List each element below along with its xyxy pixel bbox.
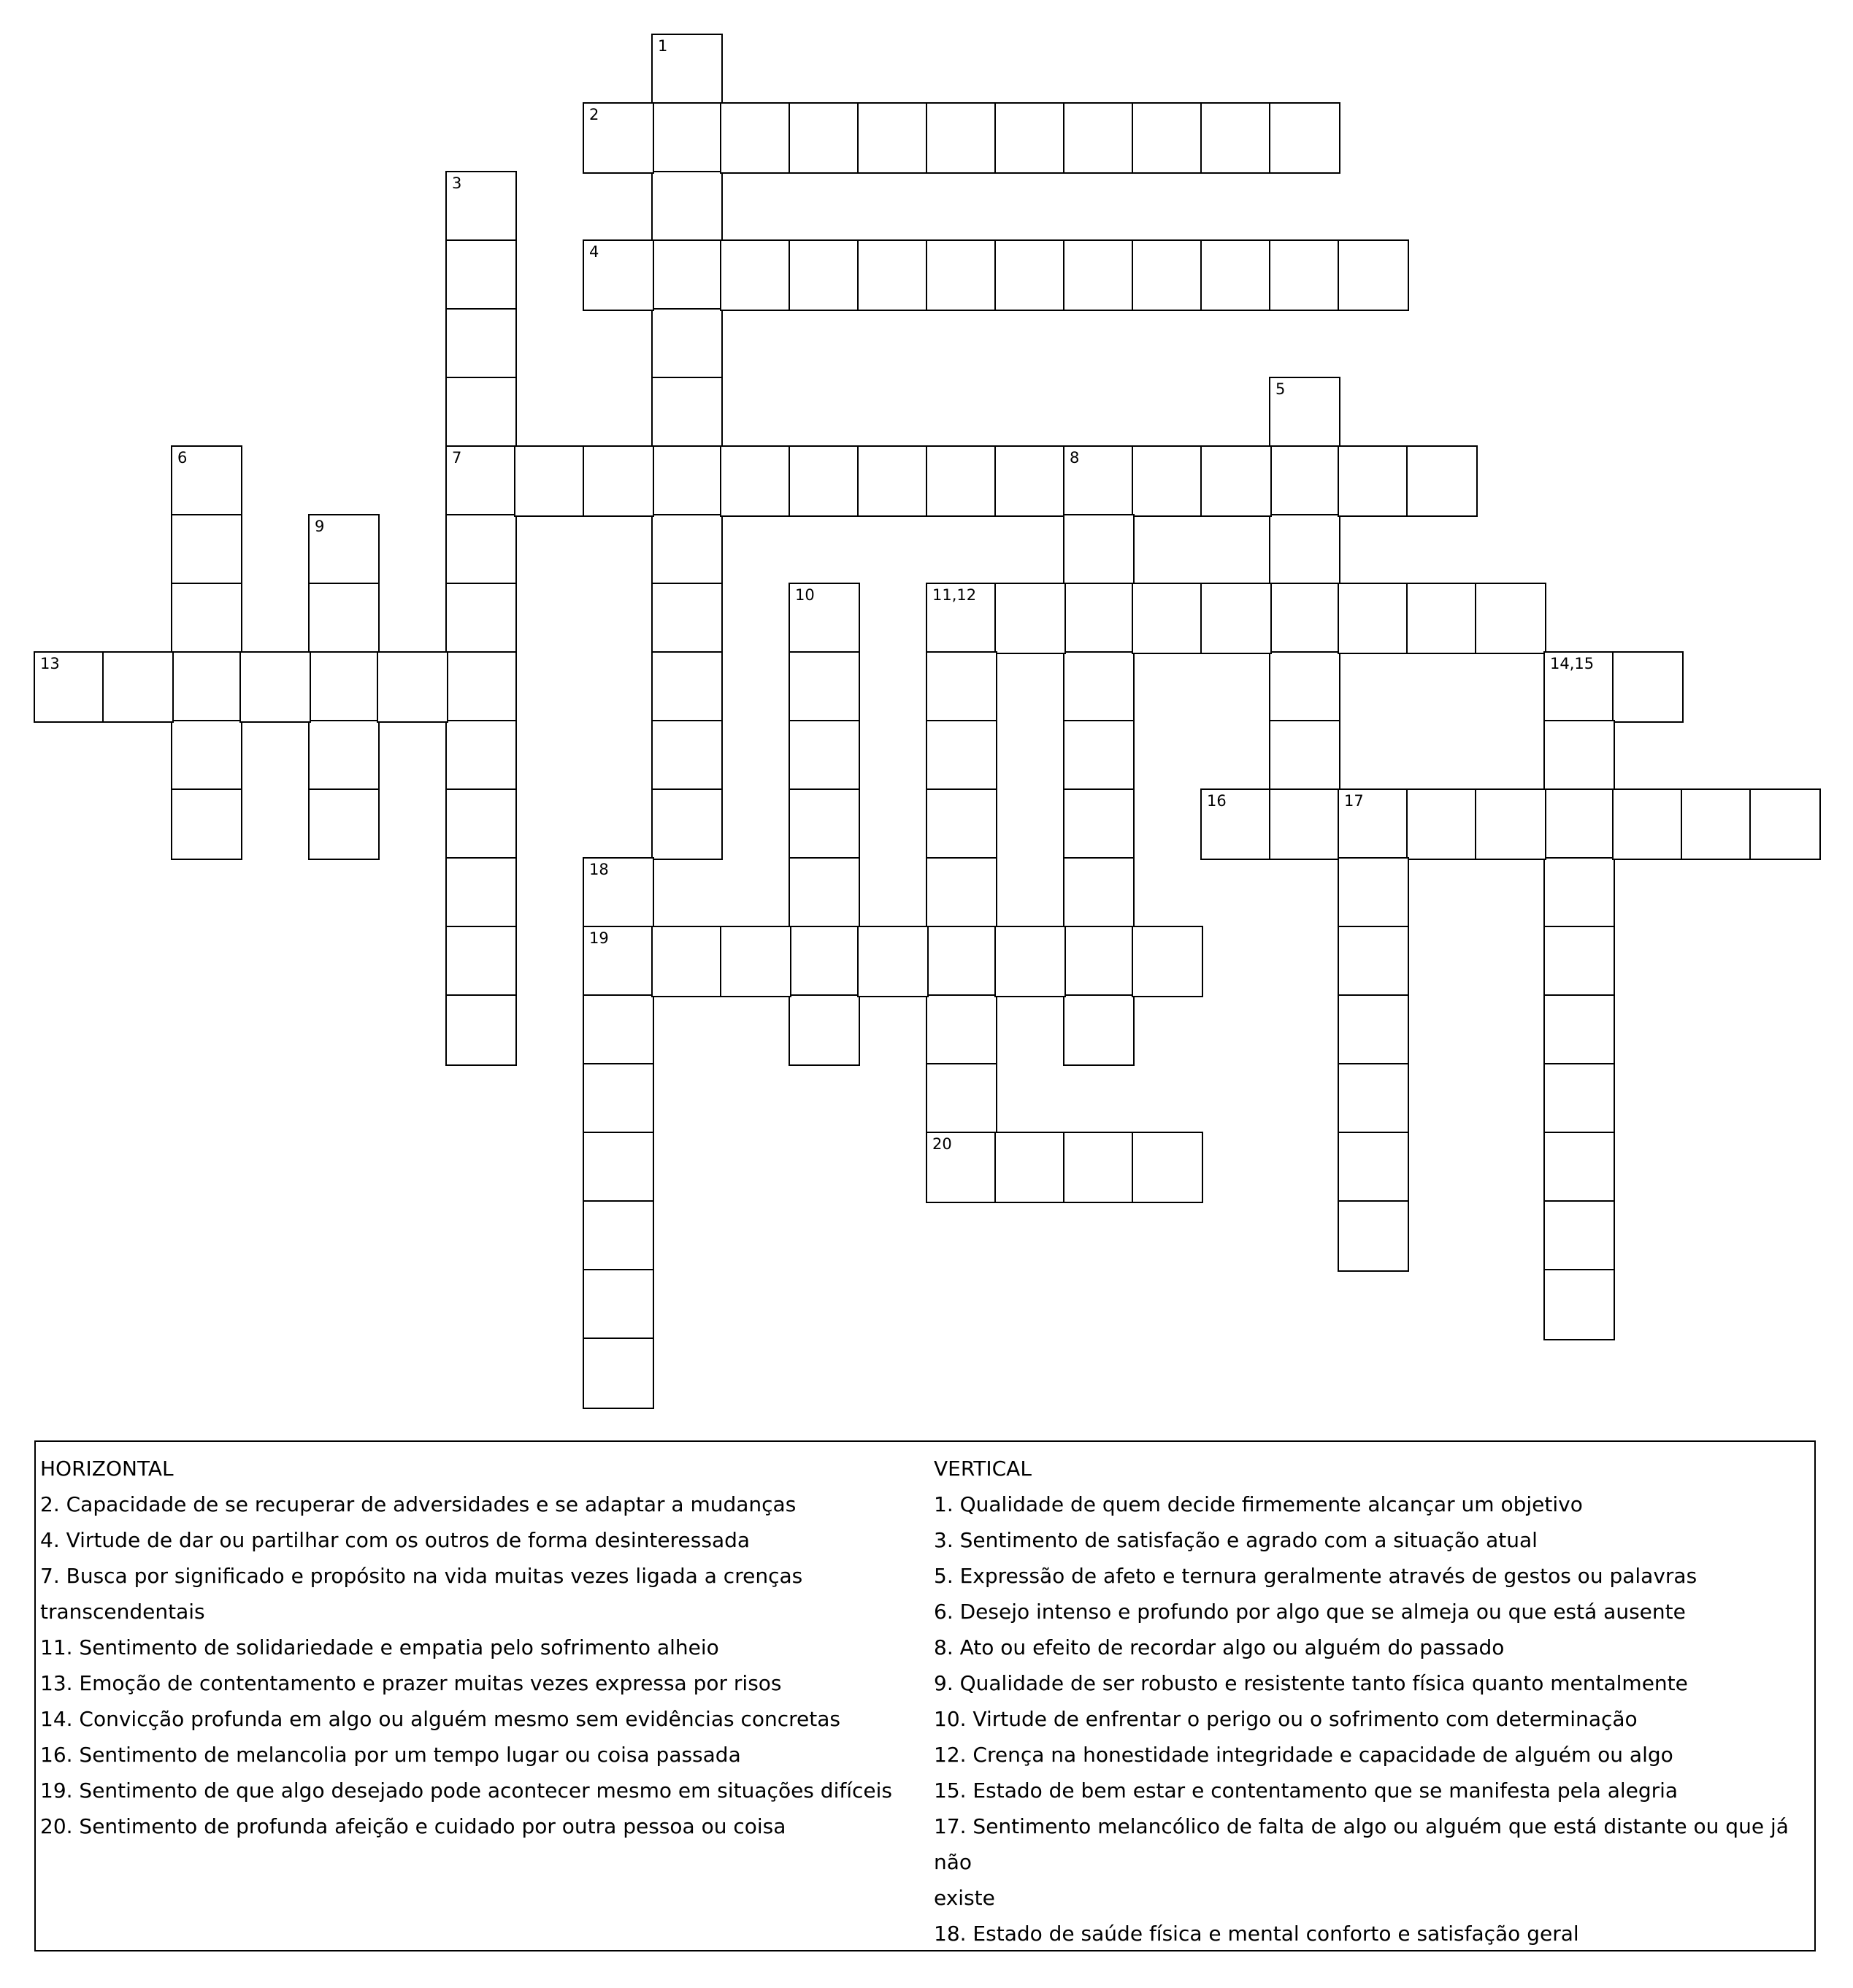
crossword-cell[interactable]: [926, 239, 997, 311]
crossword-cell[interactable]: [1406, 445, 1478, 517]
crossword-cell[interactable]: [1543, 1132, 1615, 1203]
crossword-cell[interactable]: [789, 102, 860, 174]
crossword-cell[interactable]: [651, 583, 723, 654]
crossword-cell[interactable]: [651, 926, 723, 997]
crossword-cell[interactable]: [308, 720, 380, 791]
crossword-cell[interactable]: [583, 1269, 654, 1340]
crossword-cell[interactable]: [651, 171, 723, 242]
crossword-cell[interactable]: [926, 651, 997, 723]
cell-number: 7: [452, 449, 462, 467]
crossword-cell[interactable]: [1132, 1132, 1203, 1203]
crossword-cell[interactable]: [994, 102, 1066, 174]
crossword-cell[interactable]: [926, 1063, 997, 1135]
crossword-cell[interactable]: [720, 926, 791, 997]
vertical-clue: 3. Sentimento de satisfação e agrado com a situação atual: [934, 1528, 1538, 1552]
crossword-cell[interactable]: [1200, 445, 1272, 517]
crossword-cell[interactable]: [1612, 788, 1684, 860]
crossword-cell[interactable]: [651, 720, 723, 791]
crossword-cell[interactable]: [308, 788, 380, 860]
crossword-cell[interactable]: [1132, 583, 1203, 654]
crossword-cell[interactable]: [583, 102, 654, 174]
crossword-cell[interactable]: [1063, 1132, 1135, 1203]
crossword-cell[interactable]: [926, 720, 997, 791]
cell-number: 16: [1207, 792, 1227, 810]
crossword-cell[interactable]: [1269, 377, 1340, 448]
crossword-cell[interactable]: [1338, 1132, 1409, 1203]
crossword-cell[interactable]: [445, 994, 517, 1066]
crossword-cell[interactable]: [789, 857, 860, 929]
crossword-cell[interactable]: [1338, 583, 1409, 654]
vertical-clue: 8. Ato ou efeito de recordar algo ou alguém do passado: [934, 1635, 1505, 1659]
crossword-cell[interactable]: [1543, 1200, 1615, 1272]
cell-number: 5: [1275, 380, 1286, 398]
crossword-cell[interactable]: [1475, 788, 1546, 860]
crossword-cell[interactable]: [377, 651, 448, 723]
crossword-cell[interactable]: [1475, 583, 1546, 654]
crossword-cell[interactable]: [171, 445, 242, 517]
vertical-clue: 1. Qualidade de quem decide firmemente alcançar um objetivo: [934, 1492, 1583, 1516]
crossword-cell[interactable]: [445, 308, 517, 380]
crossword-cell[interactable]: [1338, 1200, 1409, 1272]
crossword-cell[interactable]: [1338, 239, 1409, 311]
vertical-clue: 12. Crença na honestidade integridade e capacidade de alguém ou algo: [934, 1743, 1673, 1767]
horizontal-title: HORIZONTAL: [40, 1457, 174, 1481]
crossword-cell[interactable]: [720, 445, 791, 517]
cell-number: 17: [1344, 792, 1364, 810]
crossword-cell[interactable]: [789, 445, 860, 517]
crossword-cell[interactable]: [789, 239, 860, 311]
crossword-cell[interactable]: [1543, 788, 1615, 860]
cell-number: 2: [589, 106, 599, 123]
crossword-cell[interactable]: [514, 445, 586, 517]
crossword-cell[interactable]: [1406, 583, 1478, 654]
crossword-cell[interactable]: [857, 445, 929, 517]
cell-number: 9: [315, 518, 325, 535]
vertical-clue: 18. Estado de saúde física e mental conforto e satisfação geral: [934, 1922, 1579, 1946]
crossword-cell[interactable]: [1269, 583, 1340, 654]
crossword-cell[interactable]: [1543, 720, 1615, 791]
crossword-cell[interactable]: [583, 1200, 654, 1272]
crossword-cell[interactable]: [994, 1132, 1066, 1203]
crossword-cell[interactable]: [1543, 1063, 1615, 1135]
crossword-cell[interactable]: [583, 994, 654, 1066]
horizontal-clue: 19. Sentimento de que algo desejado pode acontecer mesmo em situações difíceis: [40, 1778, 892, 1803]
vertical-clues: [934, 1451, 1810, 1951]
crossword-cell[interactable]: [1543, 651, 1615, 723]
crossword-cell[interactable]: [445, 720, 517, 791]
crossword-cell[interactable]: [1338, 857, 1409, 929]
crossword-cell[interactable]: [583, 1132, 654, 1203]
crossword-cell[interactable]: [308, 651, 380, 723]
cell-number: 19: [589, 929, 609, 947]
horizontal-clue: 4. Virtude de dar ou partilhar com os outros de forma desinteressada: [40, 1528, 751, 1552]
crossword-cell[interactable]: [445, 651, 517, 723]
vertical-clue: 10. Virtude de enfrentar o perigo ou o sofrimento com determinação: [934, 1707, 1638, 1731]
crossword-cell[interactable]: [1338, 788, 1409, 860]
crossword-cell[interactable]: [1269, 514, 1340, 586]
horizontal-clue: 14. Convicção profunda em algo ou alguém mesmo sem evidências concretas: [40, 1707, 840, 1731]
crossword-cell[interactable]: [171, 583, 242, 654]
crossword-cell[interactable]: [1338, 994, 1409, 1066]
cell-number: 18: [589, 861, 609, 878]
crossword-cell[interactable]: [445, 377, 517, 448]
crossword-cell[interactable]: [926, 583, 997, 654]
crossword-cell[interactable]: [1269, 445, 1340, 517]
crossword-cell[interactable]: [445, 926, 517, 997]
cell-number: 6: [177, 449, 188, 467]
crossword-cell[interactable]: [1612, 651, 1684, 723]
horizontal-clue: 11. Sentimento de solidariedade e empatia pelo sofrimento alheio: [40, 1635, 719, 1659]
crossword-cell[interactable]: [1063, 583, 1135, 654]
vertical-title: VERTICAL: [934, 1457, 1032, 1481]
crossword-cell[interactable]: [1269, 102, 1340, 174]
crossword-cell[interactable]: [1063, 102, 1135, 174]
vertical-clue: existe: [934, 1886, 995, 1910]
cell-number: 11,12: [932, 586, 977, 604]
crossword-cell[interactable]: [1269, 239, 1340, 311]
crossword-cell[interactable]: [926, 102, 997, 174]
clues-box: [34, 1440, 1816, 1951]
crossword-cell[interactable]: [720, 239, 791, 311]
crossword-cell[interactable]: [926, 857, 997, 929]
crossword-cell[interactable]: [926, 788, 997, 860]
cell-number: 8: [1070, 449, 1080, 467]
cell-number: 1: [658, 37, 668, 55]
crossword-cell[interactable]: [445, 514, 517, 586]
crossword-cell[interactable]: [1543, 1269, 1615, 1340]
crossword-cell[interactable]: [1338, 445, 1409, 517]
crossword-cell[interactable]: [651, 308, 723, 380]
crossword-cell[interactable]: [1338, 926, 1409, 997]
crossword-cell[interactable]: [994, 583, 1066, 654]
horizontal-clues: [40, 1451, 902, 1844]
crossword-cell[interactable]: [1543, 926, 1615, 997]
crossword-cell[interactable]: [1132, 102, 1203, 174]
crossword-cell[interactable]: [651, 445, 723, 517]
crossword-cell[interactable]: [1406, 788, 1478, 860]
crossword-cell[interactable]: [1749, 788, 1821, 860]
crossword-cell[interactable]: [1132, 445, 1203, 517]
vertical-clue: 9. Qualidade de ser robusto e resistente tanto física quanto mentalmente: [934, 1671, 1688, 1695]
crossword-cell[interactable]: [651, 651, 723, 723]
cell-number: 4: [589, 243, 599, 261]
cell-number: 14,15: [1550, 655, 1595, 672]
horizontal-clue: 7. Busca por significado e propósito na vida muitas vezes ligada a crenças: [40, 1564, 803, 1588]
crossword-cell[interactable]: [789, 926, 860, 997]
crossword-cell[interactable]: [308, 514, 380, 586]
crossword-cell[interactable]: [1063, 994, 1135, 1066]
crossword-cell[interactable]: [789, 994, 860, 1066]
horizontal-clue: 20. Sentimento de profunda afeição e cuidado por outra pessoa ou coisa: [40, 1814, 786, 1838]
crossword-cell[interactable]: [1063, 788, 1135, 860]
crossword-cell[interactable]: [102, 651, 174, 723]
crossword-cell[interactable]: [445, 857, 517, 929]
crossword-cell[interactable]: [171, 651, 242, 723]
crossword-cell[interactable]: [445, 583, 517, 654]
crossword-cell[interactable]: [445, 239, 517, 311]
crossword-cell[interactable]: [926, 994, 997, 1066]
crossword-cell[interactable]: [994, 239, 1066, 311]
crossword-cell[interactable]: [789, 788, 860, 860]
crossword-cell[interactable]: [926, 445, 997, 517]
horizontal-clue: 13. Emoção de contentamento e prazer muitas vezes expressa por risos: [40, 1671, 782, 1695]
crossword-cell[interactable]: [857, 102, 929, 174]
crossword-cell[interactable]: [445, 788, 517, 860]
crossword-cell[interactable]: [651, 102, 723, 174]
cell-number: 13: [40, 655, 60, 672]
crossword-cell[interactable]: [171, 514, 242, 586]
crossword-cell[interactable]: [239, 651, 311, 723]
cell-number: 10: [795, 586, 815, 604]
crossword-cell[interactable]: [651, 239, 723, 311]
crossword-cell[interactable]: [171, 788, 242, 860]
crossword-cell[interactable]: [1063, 651, 1135, 723]
crossword-cell[interactable]: [926, 926, 997, 997]
crossword-cell[interactable]: [1200, 788, 1272, 860]
crossword-cell[interactable]: [789, 651, 860, 723]
crossword-cell[interactable]: [583, 1338, 654, 1409]
crossword-cell[interactable]: [1200, 102, 1272, 174]
crossword-cell[interactable]: [583, 926, 654, 997]
crossword-cell[interactable]: [1200, 583, 1272, 654]
vertical-clue: 17. Sentimento melancólico de falta de algo ou alguém que está distante ou que já não: [934, 1814, 1789, 1874]
crossword-cell[interactable]: [1269, 720, 1340, 791]
crossword-cell[interactable]: [34, 651, 105, 723]
vertical-clue: 5. Expressão de afeto e ternura geralmente através de gestos ou palavras: [934, 1564, 1697, 1588]
crossword-cell[interactable]: [445, 445, 517, 517]
crossword-cell[interactable]: [1063, 720, 1135, 791]
vertical-clue: 15. Estado de bem estar e contentamento que se manifesta pela alegria: [934, 1778, 1679, 1803]
crossword-cell[interactable]: [1200, 239, 1272, 311]
crossword-cell[interactable]: [1063, 926, 1135, 997]
crossword-cell[interactable]: [651, 514, 723, 586]
crossword-cell[interactable]: [1063, 239, 1135, 311]
crossword-cell[interactable]: [651, 377, 723, 448]
crossword-cell[interactable]: [651, 788, 723, 860]
cell-number: 3: [452, 174, 462, 192]
cell-number: 20: [932, 1135, 952, 1153]
crossword-cell[interactable]: [1063, 445, 1135, 517]
crossword-cell[interactable]: [583, 445, 654, 517]
crossword-cell[interactable]: [1269, 788, 1340, 860]
crossword-cell[interactable]: [583, 857, 654, 929]
crossword-cell[interactable]: [789, 720, 860, 791]
crossword-cell[interactable]: [308, 583, 380, 654]
crossword-cell[interactable]: [994, 926, 1066, 997]
crossword-cell[interactable]: [857, 926, 929, 997]
vertical-clue: 6. Desejo intenso e profundo por algo que se almeja ou que está ausente: [934, 1600, 1686, 1624]
crossword-cell[interactable]: [651, 34, 723, 105]
crossword-cell[interactable]: [1063, 857, 1135, 929]
crossword-cell[interactable]: [857, 239, 929, 311]
crossword-cell[interactable]: [720, 102, 791, 174]
crossword-cell[interactable]: [1338, 1063, 1409, 1135]
horizontal-clue: 16. Sentimento de melancolia por um tempo lugar ou coisa passada: [40, 1743, 741, 1767]
crossword-cell[interactable]: [789, 583, 860, 654]
horizontal-clue: 2. Capacidade de se recuperar de adversidades e se adaptar a mudanças: [40, 1492, 797, 1516]
crossword-cell[interactable]: [926, 1132, 997, 1203]
crossword-cell[interactable]: [1063, 514, 1135, 586]
horizontal-clue: transcendentais: [40, 1600, 205, 1624]
crossword-cell[interactable]: [1543, 994, 1615, 1066]
crossword-cell[interactable]: [994, 445, 1066, 517]
crossword-cell[interactable]: [1681, 788, 1752, 860]
crossword-cell[interactable]: [1543, 857, 1615, 929]
crossword-cell[interactable]: [583, 239, 654, 311]
crossword-cell[interactable]: [1269, 651, 1340, 723]
crossword-cell[interactable]: [583, 1063, 654, 1135]
crossword-cell[interactable]: [445, 171, 517, 242]
crossword-cell[interactable]: [1132, 239, 1203, 311]
crossword-cell[interactable]: [171, 720, 242, 791]
crossword-cell[interactable]: [1132, 926, 1203, 997]
